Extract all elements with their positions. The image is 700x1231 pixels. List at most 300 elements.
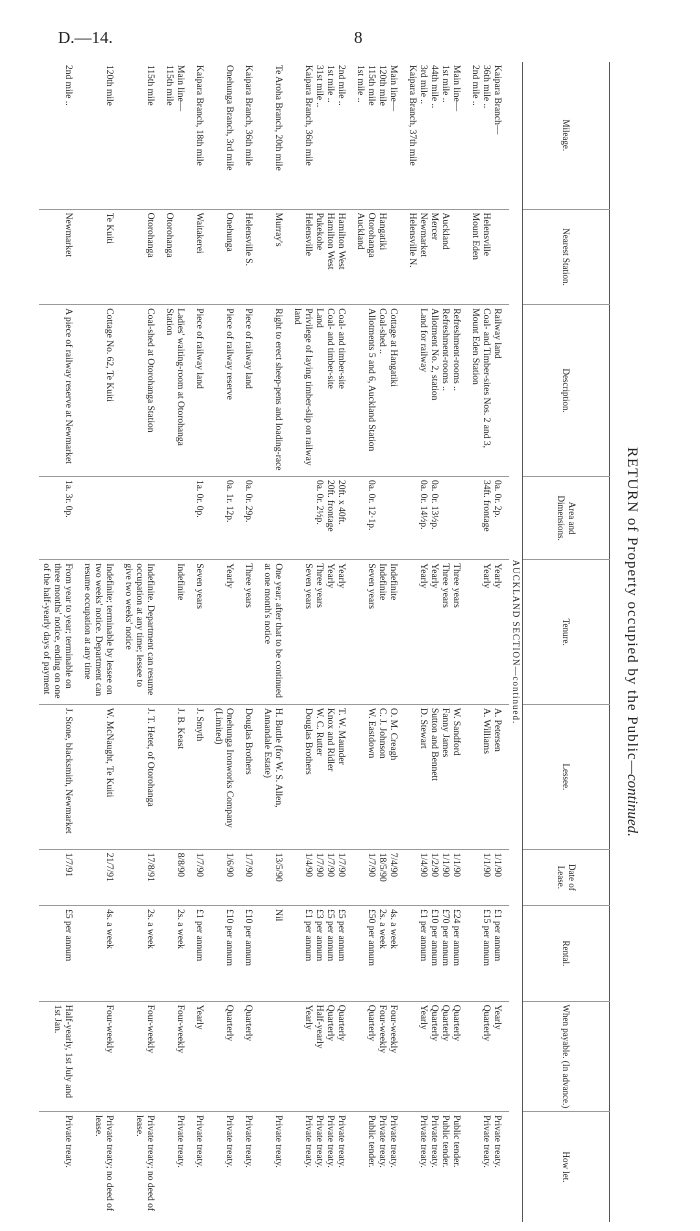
cell-how xyxy=(80,1112,121,1222)
cell-lessee xyxy=(353,705,405,850)
cell-line: Yearly xyxy=(418,1004,428,1030)
cell-line: Douglas Brothers xyxy=(243,708,253,775)
cell-line: 0a. 0r. 2p. xyxy=(492,479,502,518)
cell-area xyxy=(192,476,211,559)
cell-area xyxy=(241,476,260,559)
cell-line: Three years xyxy=(451,563,461,608)
cell-line: 0a. 0r. 13½p. xyxy=(429,479,439,530)
cell-date xyxy=(39,849,80,905)
cell-line: J. Stone, blacksmith, Newmarket xyxy=(63,708,73,834)
cell-mileage xyxy=(121,62,162,209)
cell-line: Piece of railway reserve xyxy=(224,308,234,400)
cell-line: Private treaty. xyxy=(224,1115,234,1168)
cell-line: Three years xyxy=(243,563,253,608)
cell-description xyxy=(162,305,192,477)
cell-date xyxy=(121,849,162,905)
cell-line: Four-weekly xyxy=(104,1004,114,1054)
cell-line: Newmarket xyxy=(418,212,428,257)
column-header: Lessee. xyxy=(523,705,610,850)
cell-mileage xyxy=(290,62,353,209)
cell-line: Coal-shed at Otorohanga Station xyxy=(145,308,155,433)
cell-payable xyxy=(405,1001,468,1111)
table-title-main: RETURN of Property occupied by the Public xyxy=(624,447,640,761)
cell-how xyxy=(468,1112,509,1222)
cell-line: Murray's xyxy=(273,212,283,247)
cell-how xyxy=(211,1112,241,1222)
cell-station xyxy=(162,209,192,305)
cell-line: 1/1/90 xyxy=(440,852,450,877)
table-row xyxy=(260,62,290,1222)
cell-line: Piece of railway land xyxy=(243,308,253,389)
cell-payable xyxy=(121,1001,162,1111)
cell-line: Hangatiki xyxy=(377,212,387,251)
cell-line: 20ft. x 40ft. xyxy=(336,479,346,525)
cell-line: Private treaty. xyxy=(388,1115,398,1168)
cell-tenure xyxy=(39,560,80,705)
cell-mileage xyxy=(468,62,509,209)
cell-tenure xyxy=(121,560,162,705)
cell-line: W. Sandford xyxy=(451,708,461,756)
cell-line: 115th mile xyxy=(164,65,174,106)
cell-payable xyxy=(241,1001,260,1111)
cell-line: Kaipara Branch, 18th mile xyxy=(194,65,204,166)
table-row xyxy=(80,62,121,1222)
cell-station xyxy=(468,209,509,305)
cell-rental xyxy=(468,906,509,1002)
cell-line: Knox and Ridler xyxy=(325,708,335,772)
cell-line xyxy=(272,480,283,556)
cell-line xyxy=(376,480,387,556)
cell-date xyxy=(353,849,405,905)
cell-description xyxy=(121,305,162,477)
column-header: Date of Lease. xyxy=(523,849,610,905)
cell-rental xyxy=(192,906,211,1002)
cell-line: 20ft. frontage xyxy=(325,479,335,532)
cell-payable xyxy=(290,1001,353,1111)
cell-line: 4s. a week xyxy=(104,909,114,949)
cell-payable xyxy=(260,1001,290,1111)
cell-line: Yearly xyxy=(224,563,234,589)
cell-date xyxy=(260,849,290,905)
cell-line: H. Buttle (for W. S. Allen, Annandale Estate) xyxy=(262,708,283,808)
column-header: Rental. xyxy=(523,906,610,1002)
cell-line: Public tender. xyxy=(440,1115,450,1168)
cell-line: 44th mile .. xyxy=(429,65,439,109)
cell-line: 1/7/90 xyxy=(194,852,204,877)
cell-line: Helensville xyxy=(303,212,313,256)
cell-line: Private treaty; no deed of lease. xyxy=(93,1115,114,1212)
cell-line: 2nd mile .. xyxy=(336,65,346,106)
cell-date xyxy=(290,849,353,905)
cell-tenure xyxy=(211,560,241,705)
cell-line: 1/7/90 xyxy=(366,852,376,877)
cell-line: Land for railway xyxy=(418,308,428,373)
cell-line: Public tender. xyxy=(451,1115,461,1168)
cell-line: Three years xyxy=(440,563,450,608)
cell-line: A piece of railway reserve at Newmarket xyxy=(63,308,73,464)
cell-rental xyxy=(211,906,241,1002)
cell-date xyxy=(468,849,509,905)
cell-line: Private treaty. xyxy=(63,1115,73,1168)
column-header-row xyxy=(523,62,610,1222)
cell-rental xyxy=(162,906,192,1002)
cell-line: £1 per annum xyxy=(194,909,204,962)
cell-line: Private treaty. xyxy=(429,1115,439,1168)
cell-line: Helensville xyxy=(481,212,491,256)
cell-line: 8/8/90 xyxy=(175,852,185,877)
table-row xyxy=(405,62,468,1222)
cell-line: 1st mile .. xyxy=(325,65,335,103)
cell-payable xyxy=(39,1001,80,1111)
cell-station xyxy=(353,209,405,305)
cell-line: Half-yearly, 1st July and 1st Jan. xyxy=(52,1004,73,1099)
cell-line: Helensville S. xyxy=(243,212,253,266)
cell-line: Kaipara Branch, 37th mile xyxy=(407,65,417,166)
cell-line: One year; after that to be continued at one month's notice xyxy=(262,563,283,698)
table-row xyxy=(211,62,241,1222)
cell-line xyxy=(387,213,398,302)
cell-line: Private treaty. xyxy=(336,1115,346,1168)
cell-description xyxy=(39,305,80,477)
cell-lessee xyxy=(405,705,468,850)
cell-line: £10 per annum xyxy=(224,909,234,967)
cell-line: Railway land xyxy=(492,308,502,359)
page-number: 8 xyxy=(354,28,363,47)
cell-line: Onehunga Ironworks Company (Limited) xyxy=(213,708,234,828)
cell-line: Main line— xyxy=(175,65,185,112)
cell-line: 2s. a week xyxy=(145,909,155,949)
cell-line: £70 per annum xyxy=(440,909,450,967)
cell-line: Kaipara Branch— xyxy=(492,65,502,135)
cell-tenure xyxy=(192,560,211,705)
cell-description xyxy=(192,305,211,477)
cell-line: 1/1/90 xyxy=(481,852,491,877)
cell-line: 0a. 0r. 2½p. xyxy=(314,479,324,525)
cell-line: T. W. Maunder xyxy=(336,708,346,765)
cell-mileage xyxy=(80,62,121,209)
cell-line: Nil xyxy=(273,909,283,922)
cell-line: Fanny James xyxy=(440,708,450,758)
cell-line: £50 per annum xyxy=(366,909,376,967)
cell-line: Private treaty. xyxy=(243,1115,253,1168)
cell-lessee xyxy=(162,705,192,850)
cell-mileage xyxy=(353,62,405,209)
cell-line: Seven years xyxy=(366,563,376,609)
cell-line: Quarterly xyxy=(366,1004,376,1042)
column-header: Tenure. xyxy=(523,560,610,705)
cell-payable xyxy=(353,1001,405,1111)
cell-line xyxy=(174,213,185,302)
cell-payable xyxy=(211,1001,241,1111)
cell-line: Newmarket xyxy=(63,212,73,257)
cell-description xyxy=(405,305,468,477)
cell-line: Helensville N. xyxy=(407,212,417,268)
cell-area xyxy=(353,476,405,559)
cell-line: W. McNaught, Te Kuiti xyxy=(104,708,114,798)
column-header: When payable. (In advance.) xyxy=(523,1001,610,1111)
cell-line: 17/8/91 xyxy=(145,852,155,882)
table-title xyxy=(614,62,640,1222)
cell-line: Otorohanga xyxy=(164,212,174,258)
cell-line: O. M. Creagh xyxy=(388,708,398,761)
cell-line: W. Eastdown xyxy=(366,708,376,759)
cell-line: 120th mile xyxy=(104,65,114,106)
cell-lessee xyxy=(290,705,353,850)
cell-station xyxy=(260,209,290,305)
cell-station xyxy=(121,209,162,305)
cell-line: Indefinite. Department can resume occupation at any time; lessee to give two weeks' notice xyxy=(123,563,155,696)
cell-line: £5 per annum xyxy=(63,909,73,962)
cell-line xyxy=(302,480,313,556)
cell-lessee xyxy=(211,705,241,850)
table-row xyxy=(121,62,162,1222)
cell-line: Private treaty. xyxy=(377,1115,387,1168)
cell-station xyxy=(241,209,260,305)
cell-line: Main line— xyxy=(451,65,461,112)
cell-line: Quarterly xyxy=(243,1004,253,1042)
cell-mileage xyxy=(260,62,290,209)
cell-line: 2s. a week xyxy=(377,909,387,949)
cell-line: Public tender. xyxy=(366,1115,376,1168)
document-reference: D.—14. xyxy=(58,28,113,47)
cell-how xyxy=(121,1112,162,1222)
cell-line: £15 per annum xyxy=(481,909,491,967)
cell-line: Coal- and Timber-sites Nos. 2 and 3, Mount Eden Station xyxy=(470,308,491,448)
cell-line: From year to year; terminable on three months' notice, ending on one of the half-yearly days of payment xyxy=(41,563,73,699)
cell-rental xyxy=(121,906,162,1002)
cell-line: 3rd mile .. xyxy=(418,65,428,105)
cell-how xyxy=(353,1112,405,1222)
cell-line: J. Smyth xyxy=(194,708,204,742)
cell-line: Ladies' waiting-room at Otorohanga Station xyxy=(164,308,185,446)
cell-line: 1/1/90 xyxy=(451,852,461,877)
cell-rental xyxy=(80,906,121,1002)
cell-line: J. B. Keast xyxy=(175,708,185,750)
cell-line: Quarterly xyxy=(481,1004,491,1042)
table-row xyxy=(39,62,80,1222)
cell-line: Yearly xyxy=(492,1004,502,1030)
cell-area xyxy=(211,476,241,559)
column-header: Nearest Station. xyxy=(523,209,610,305)
cell-mileage xyxy=(211,62,241,209)
cell-tenure xyxy=(405,560,468,705)
cell-tenure xyxy=(260,560,290,705)
cell-how xyxy=(290,1112,353,1222)
cell-line: 115th mile xyxy=(145,65,155,106)
cell-line: Seven years xyxy=(303,563,313,609)
cell-line: Quarterly xyxy=(325,1004,335,1042)
cell-line: C. J. Johnson xyxy=(377,708,387,759)
cell-line: Otorohanga xyxy=(366,212,376,258)
cell-line: Mercer xyxy=(429,212,439,241)
cell-line xyxy=(450,213,461,302)
cell-line: J. T. Hetet, of Otorohanga xyxy=(145,708,155,807)
cell-tenure xyxy=(468,560,509,705)
cell-line: £1 per annum xyxy=(303,909,313,962)
cell-line: A. Williams xyxy=(481,708,491,754)
cell-area xyxy=(260,476,290,559)
cell-how xyxy=(39,1112,80,1222)
cell-lessee xyxy=(241,705,260,850)
cell-line xyxy=(387,480,398,556)
cell-description xyxy=(353,305,405,477)
cell-line: £1 per annum xyxy=(492,909,502,962)
cell-description xyxy=(211,305,241,477)
cell-line: Douglas Brothers xyxy=(303,708,313,775)
cell-line: Quarterly xyxy=(440,1004,450,1042)
cell-line: Half-yearly xyxy=(314,1004,324,1049)
cell-line: 1st mile .. xyxy=(440,65,450,103)
cell-area xyxy=(80,476,121,559)
cell-mileage xyxy=(241,62,260,209)
table-row xyxy=(241,62,260,1222)
cell-tenure xyxy=(162,560,192,705)
cell-station xyxy=(39,209,80,305)
cell-how xyxy=(162,1112,192,1222)
cell-line: Cottage No. 62, Te Kuiti xyxy=(104,308,114,402)
cell-tenure xyxy=(241,560,260,705)
cell-payable xyxy=(162,1001,192,1111)
cell-line: 2s. a week xyxy=(175,909,185,949)
cell-line: D. Stewart xyxy=(418,708,428,749)
cell-lessee xyxy=(260,705,290,850)
cell-line: Kaipara Branch, 36th mile xyxy=(243,65,253,166)
section-label: AUCKLAND SECTION—continued. xyxy=(511,559,521,725)
cell-payable xyxy=(192,1001,211,1111)
cell-line: 2nd mile .. xyxy=(63,65,73,106)
cell-station xyxy=(80,209,121,305)
cell-line: £3 per annum xyxy=(314,909,324,962)
cell-date xyxy=(405,849,468,905)
cell-line: Indefinite xyxy=(377,563,387,601)
cell-line: 13/5/90 xyxy=(273,852,283,882)
cell-date xyxy=(162,849,192,905)
cell-line: Quarterly xyxy=(451,1004,461,1042)
cell-line: Te Kuiti xyxy=(104,212,114,244)
cell-line: Private treaty. xyxy=(175,1115,185,1168)
cell-line: Mount Eden xyxy=(470,212,480,260)
column-header: Area and Dimensions. xyxy=(523,476,610,559)
cell-line: 1/2/90 xyxy=(429,852,439,877)
cell-line: Piece of railway land xyxy=(194,308,204,389)
cell-lessee xyxy=(80,705,121,850)
cell-rental xyxy=(241,906,260,1002)
cell-line: 1/4/90 xyxy=(303,852,313,877)
cell-line: Allotments 5 and 6, Auckland Station xyxy=(366,308,376,452)
cell-rental xyxy=(260,906,290,1002)
cell-line: Three years xyxy=(314,563,324,608)
cell-area xyxy=(121,476,162,559)
cell-line: A. Petersen xyxy=(492,708,502,752)
cell-line: Yearly xyxy=(481,563,491,589)
cell-line: £24 per annum xyxy=(451,909,461,967)
cell-line: 1/7/90 xyxy=(325,852,335,877)
cell-line: Indefinite; terminable by lessee on two weeks' notice. Department can resume occupation at any time xyxy=(82,563,114,697)
cell-line: Private treaty. xyxy=(492,1115,502,1168)
cell-description xyxy=(241,305,260,477)
cell-line: 1st mile .. xyxy=(355,65,365,103)
section-row xyxy=(509,62,523,1222)
cell-how xyxy=(260,1112,290,1222)
cell-area xyxy=(405,476,468,559)
table-title-suffix: —continued. xyxy=(624,760,640,837)
cell-line xyxy=(103,480,114,556)
cell-line: Seven years xyxy=(194,563,204,609)
cell-line: Private treaty. xyxy=(273,1115,283,1168)
cell-line: Private treaty. xyxy=(314,1115,324,1168)
rotated-return-table xyxy=(41,62,640,1222)
cell-tenure xyxy=(290,560,353,705)
cell-description xyxy=(468,305,509,477)
cell-line: Yearly xyxy=(492,563,502,589)
cell-line: Indefinite xyxy=(388,563,398,601)
table-row xyxy=(162,62,192,1222)
cell-line xyxy=(491,213,502,302)
cell-line: 31st mile .. xyxy=(314,65,324,108)
cell-line: Private treaty; no deed of lease. xyxy=(134,1115,155,1212)
cell-line: Private treaty. xyxy=(303,1115,313,1168)
cell-rental xyxy=(290,906,353,1002)
column-header: Description. xyxy=(523,305,610,477)
cell-line: Coal- and timber-site xyxy=(336,308,346,389)
cell-line: Onehunga Branch, 3rd mile xyxy=(224,65,234,171)
cell-line: 115th mile xyxy=(366,65,376,106)
cell-line: £1 per annum xyxy=(418,909,428,962)
cell-area xyxy=(468,476,509,559)
cell-line: Main line— xyxy=(388,65,398,112)
cell-line: Privilege of laying timber-slip on railway land xyxy=(292,308,313,466)
cell-line: 1/7/90 xyxy=(314,852,324,877)
cell-rental xyxy=(405,906,468,1002)
cell-line: 1/1/90 xyxy=(492,852,502,877)
cell-line: 18/5/90 xyxy=(377,852,387,882)
cell-lessee xyxy=(39,705,80,850)
cell-line: £10 per annum xyxy=(243,909,253,967)
cell-line: Refreshment-rooms .. xyxy=(440,308,450,391)
cell-date xyxy=(192,849,211,905)
property-return-table xyxy=(39,62,610,1222)
cell-line: Auckland xyxy=(440,212,450,250)
cell-line: Four-weekly xyxy=(377,1004,387,1054)
cell-line: Hamilton West xyxy=(336,212,346,270)
cell-line: 4s. a week xyxy=(388,909,398,949)
cell-description xyxy=(290,305,353,477)
cell-line: £10 per annum xyxy=(429,909,439,967)
column-header: Mileage. xyxy=(523,62,610,209)
cell-line: Refreshment-rooms .. xyxy=(451,308,461,391)
cell-line: 0a. 0r. 14½p. xyxy=(418,479,428,530)
cell-how xyxy=(241,1112,260,1222)
column-header: How let. xyxy=(523,1112,610,1222)
cell-area xyxy=(162,476,192,559)
cell-line: Indefinite xyxy=(175,563,185,601)
cell-line: Land xyxy=(314,308,324,328)
cell-line: £5 per annum xyxy=(336,909,346,962)
table-row xyxy=(353,62,405,1222)
cell-line: Allotment No. 2, station xyxy=(429,308,439,401)
cell-tenure xyxy=(353,560,405,705)
table-row xyxy=(290,62,353,1222)
cell-station xyxy=(192,209,211,305)
cell-line: Onehunga xyxy=(224,212,234,252)
cell-how xyxy=(405,1112,468,1222)
cell-station xyxy=(211,209,241,305)
cell-line: Yearly xyxy=(418,563,428,589)
cell-line: 21/7/91 xyxy=(104,852,114,882)
cell-date xyxy=(211,849,241,905)
cell-line: Otorohanga xyxy=(145,212,155,258)
cell-line: Yearly xyxy=(303,1004,313,1030)
